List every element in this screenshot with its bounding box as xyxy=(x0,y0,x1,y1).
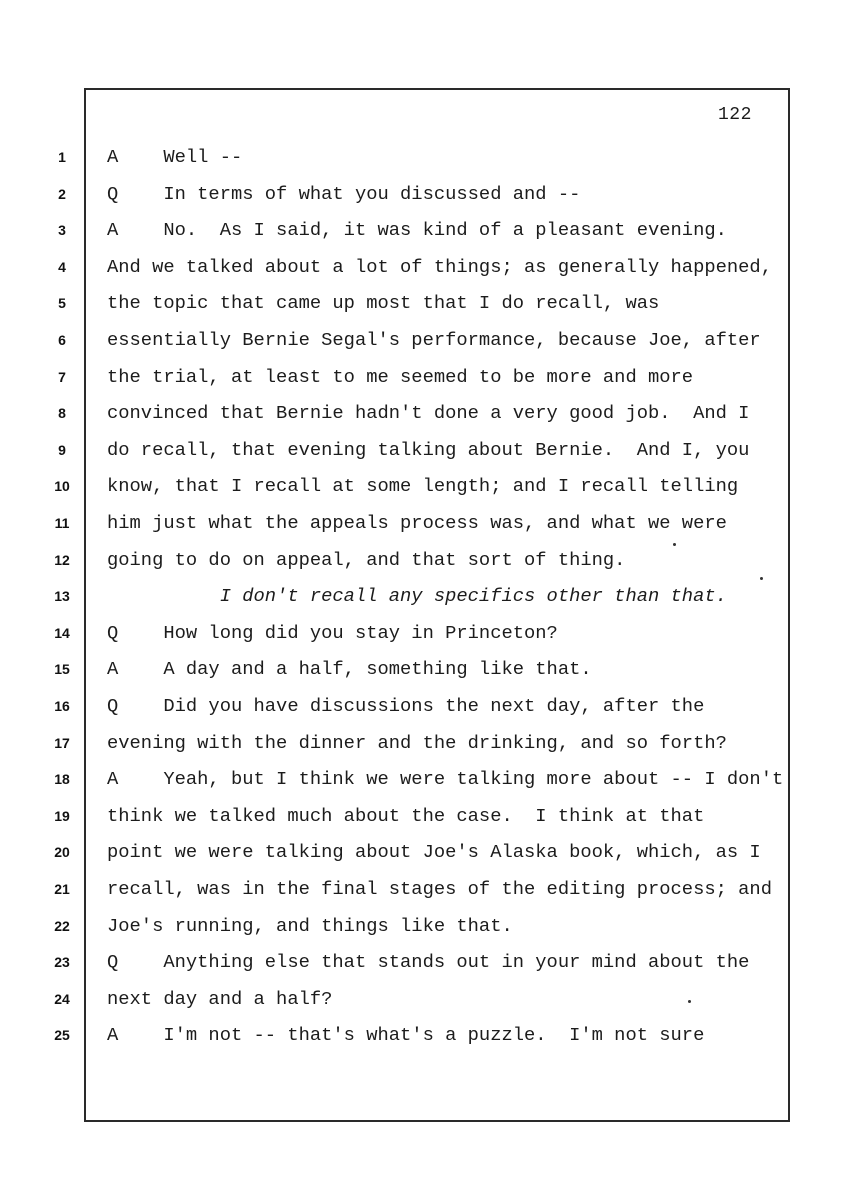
transcript-line: him just what the appeals process was, and what we were xyxy=(107,512,727,534)
transcript-line: think we talked much about the case. I think at that xyxy=(107,804,705,827)
transcript-line: recall, was in the final stages of the editing process; and xyxy=(107,878,772,900)
transcript-line: convinced that Bernie hadn't done a very good job. And I xyxy=(107,402,750,425)
line-number: 11 xyxy=(54,515,70,531)
line-number: 15 xyxy=(54,661,70,678)
line-number: 3 xyxy=(58,222,66,239)
scan-speck xyxy=(688,1000,691,1003)
transcript-line: Q In terms of what you discussed and -- xyxy=(107,182,581,205)
transcript-line: A Well -- xyxy=(107,146,243,168)
line-number: 14 xyxy=(54,624,70,641)
transcript-line: A Yeah, but I think we were talking more about -- I don't xyxy=(107,768,784,791)
scan-speck xyxy=(673,543,676,546)
transcript-line: Q Did you have discussions the next day, after the xyxy=(107,695,705,717)
line-number: 18 xyxy=(54,771,70,788)
line-number: 8 xyxy=(58,405,66,422)
line-number: 1 xyxy=(58,149,66,165)
transcript-line: do recall, that evening talking about Bernie. And I, you xyxy=(107,438,750,461)
transcript-line: I don't recall any specifics other than that. xyxy=(107,585,727,608)
transcript-line: know, that I recall at some length; and I recall telling xyxy=(107,475,739,498)
line-number: 10 xyxy=(54,478,70,495)
line-number: 12 xyxy=(54,551,70,568)
line-number: 2 xyxy=(58,185,66,202)
transcript-line: And we talked about a lot of things; as generally happened, xyxy=(107,255,772,278)
transcript-line: A I'm not -- that's what's a puzzle. I'm not sure xyxy=(107,1024,705,1047)
line-number: 21 xyxy=(54,881,70,897)
scan-speck xyxy=(760,577,763,580)
line-number: 7 xyxy=(58,368,66,385)
transcript-line: Joe's running, and things like that. xyxy=(107,914,513,937)
line-number: 23 xyxy=(54,954,70,971)
line-number: 20 xyxy=(54,844,70,861)
line-number: 16 xyxy=(54,698,70,714)
transcript-line: evening with the dinner and the drinking, and so forth? xyxy=(107,731,727,754)
line-number: 17 xyxy=(54,734,70,751)
transcript-line: next day and a half? xyxy=(107,987,333,1010)
transcript-line: the topic that came up most that I do recall, was xyxy=(107,292,660,315)
transcript-line: point we were talking about Joe's Alaska book, which, as I xyxy=(107,841,761,864)
line-number: 24 xyxy=(54,990,70,1007)
transcript-line: A No. As I said, it was kind of a pleasant evening. xyxy=(107,219,727,242)
transcript-line: the trial, at least to me seemed to be more and more xyxy=(107,365,694,388)
transcript-line: going to do on appeal, and that sort of thing. xyxy=(107,548,626,571)
line-number: 5 xyxy=(58,295,66,312)
transcript-line: Q Anything else that stands out in your mind about the xyxy=(107,951,750,974)
page-number: 122 xyxy=(718,105,752,125)
line-number: 19 xyxy=(54,807,70,824)
line-number: 25 xyxy=(54,1027,70,1044)
line-number: 4 xyxy=(58,258,66,275)
line-number: 13 xyxy=(54,588,70,605)
line-number: 22 xyxy=(54,917,70,934)
line-number: 9 xyxy=(58,441,66,458)
transcript-line: Q How long did you stay in Princeton? xyxy=(107,621,558,644)
transcript-line: essentially Bernie Segal's performance, because Joe, after xyxy=(107,329,761,351)
transcript-line: A A day and a half, something like that. xyxy=(107,658,592,681)
line-number: 6 xyxy=(58,332,66,348)
